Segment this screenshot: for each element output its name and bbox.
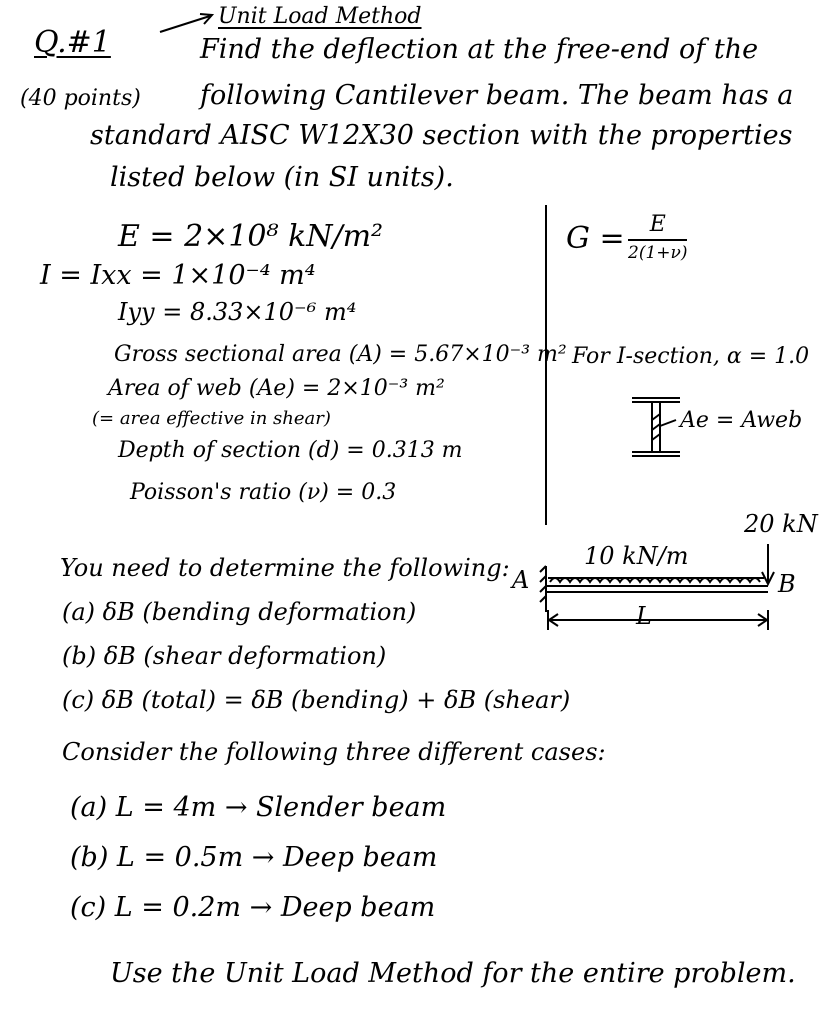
intro-line-2: following Cantilever beam. The beam has a xyxy=(200,80,794,111)
task-c: (c) δB (total) = δB (bending) + δB (shear) xyxy=(62,686,571,714)
tasks-intro: You need to determine the following: xyxy=(60,554,510,582)
prop-I: I = Ixx = 1×10⁻⁴ m⁴ xyxy=(40,260,316,291)
prop-area: Gross sectional area (A) = 5.67×10⁻³ m² xyxy=(114,342,567,367)
method-pointer-arrow xyxy=(160,16,210,32)
cantilever-beam xyxy=(540,544,774,630)
intro-line-3: standard AISC W12X30 section with the properties xyxy=(90,120,793,151)
end-b-label: B xyxy=(778,570,796,598)
points-label: (40 points) xyxy=(20,86,141,111)
method-note: Unit Load Method xyxy=(218,4,422,29)
question-number: Q.#1 xyxy=(34,25,111,60)
prop-web-area: Area of web (Ae) = 2×10⁻³ m² xyxy=(108,376,445,401)
cases-intro: Consider the following three different cases: xyxy=(62,738,606,766)
span-label: L xyxy=(636,602,652,630)
G-label: G = xyxy=(566,221,625,256)
prop-poisson: Poisson's ratio (ν) = 0.3 xyxy=(130,480,397,505)
case-a: (a) L = 4m → Slender beam xyxy=(70,792,447,823)
i-section-icon xyxy=(632,398,680,456)
task-b: (b) δB (shear deformation) xyxy=(62,642,387,670)
case-b: (b) L = 0.5m → Deep beam xyxy=(70,842,438,873)
prop-depth: Depth of section (d) = 0.313 m xyxy=(118,438,463,463)
alpha-note: For I-section, α = 1.0 xyxy=(572,344,810,369)
case-c: (c) L = 0.2m → Deep beam xyxy=(70,892,436,923)
footer-note: Use the Unit Load Method for the entire problem. xyxy=(110,958,796,989)
point-load-label: 20 kN xyxy=(744,510,818,538)
G-denominator: 2(1+ν) xyxy=(628,243,688,263)
G-numerator: E xyxy=(628,212,687,241)
intro-line-4: listed below (in SI units). xyxy=(110,162,454,193)
intro-line-1: Find the deflection at the free-end of the xyxy=(200,34,759,65)
prop-E: E = 2×10⁸ kN/m² xyxy=(118,219,384,254)
ae-note: Ae = Aweb xyxy=(680,408,803,433)
udl-label: 10 kN/m xyxy=(584,542,689,570)
prop-web-area-note: (= area effective in shear) xyxy=(92,408,331,429)
prop-Iyy: Iyy = 8.33×10⁻⁶ m⁴ xyxy=(118,298,357,326)
support-a-label: A xyxy=(512,566,530,594)
task-a: (a) δB (bending deformation) xyxy=(62,598,417,626)
